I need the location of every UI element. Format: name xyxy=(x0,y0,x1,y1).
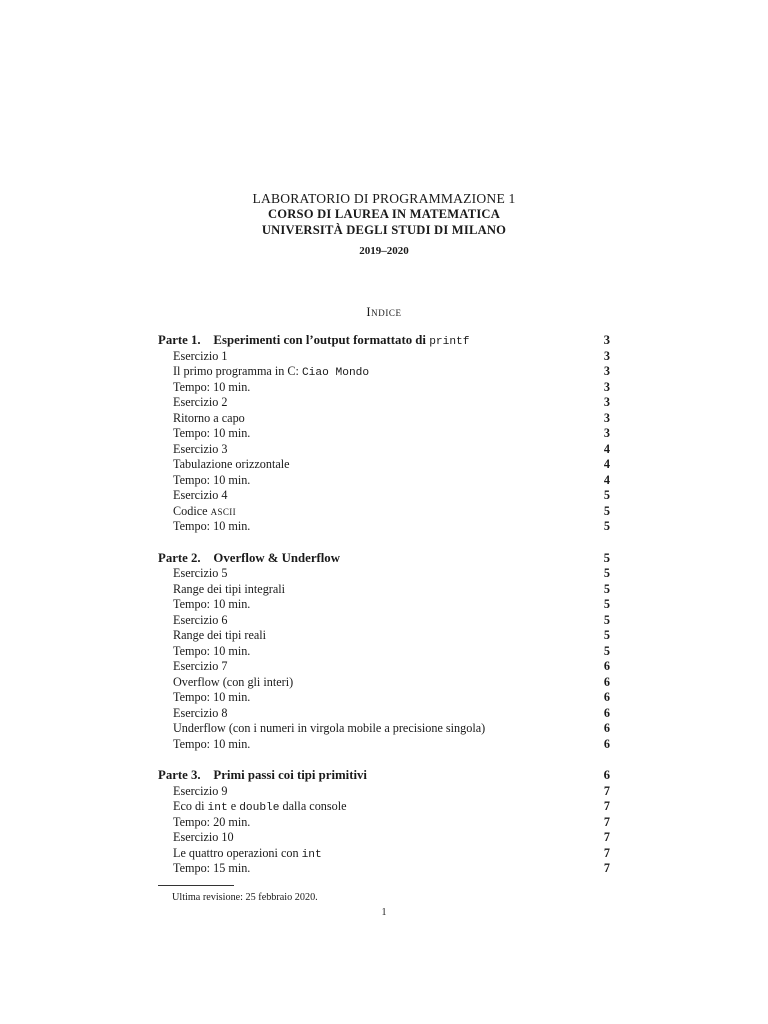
toc-entry-label xyxy=(173,815,250,831)
toc-entry-label xyxy=(173,613,227,629)
toc-part-label xyxy=(158,551,340,567)
footnote: Ultima revisione: 25 febbraio 2020. xyxy=(172,892,318,903)
toc-entry[interactable] xyxy=(158,613,610,629)
toc-part-heading[interactable] xyxy=(158,551,610,567)
toc-entry-text: Tempo: 10 min. xyxy=(173,519,251,533)
toc-page-number: 7 xyxy=(603,830,610,844)
toc-part-heading[interactable] xyxy=(158,333,610,349)
toc-page-number: 5 xyxy=(603,597,610,611)
toc-page-number: 3 xyxy=(603,426,610,440)
toc-page-number: 5 xyxy=(603,488,610,502)
title-block xyxy=(0,191,768,258)
toc-entry-text: Esercizio 1 xyxy=(173,348,228,363)
toc-page-number: 5 xyxy=(603,581,610,596)
toc-entry[interactable] xyxy=(158,457,610,473)
table-of-contents xyxy=(158,333,610,893)
toc-entry-label xyxy=(173,380,250,396)
toc-entry[interactable] xyxy=(158,799,610,815)
toc-page-number: 3 xyxy=(603,379,610,394)
toc-entry[interactable] xyxy=(158,659,610,675)
toc-entry-text: Tabulazione orizzontale xyxy=(173,457,290,471)
toc-entry-text: Range dei tipi integrali xyxy=(173,581,286,596)
toc-entry-label xyxy=(173,442,227,458)
toc-entry[interactable] xyxy=(158,582,610,598)
toc-entry-code: int xyxy=(207,802,228,814)
toc-entry[interactable] xyxy=(158,690,610,706)
toc-page-number: 7 xyxy=(603,783,610,798)
toc-entry-text: Tempo: 10 min. xyxy=(173,736,251,751)
toc-entry[interactable] xyxy=(158,504,610,520)
toc-entry-text: Underflow (con i numeri in virgola mobile a precisione singola) xyxy=(173,721,486,735)
toc-page-number: 4 xyxy=(603,472,610,487)
toc-entry-label xyxy=(173,349,227,365)
toc-entry[interactable] xyxy=(158,721,610,737)
toc-entry-text: Esercizio 4 xyxy=(173,488,228,502)
toc-entry-text: Esercizio 6 xyxy=(173,612,228,627)
toc-page-number: 3 xyxy=(603,333,610,347)
toc-entry-text: Esercizio 9 xyxy=(173,783,228,798)
toc-entry-label xyxy=(173,690,250,706)
toc-entry-label xyxy=(173,519,250,535)
toc-entry-text: Esercizio 2 xyxy=(173,395,228,409)
toc-entry-label xyxy=(173,628,266,644)
toc-page-number: 5 xyxy=(603,550,610,565)
toc-entry[interactable] xyxy=(158,411,610,427)
toc-entry-text: Overflow (con gli interi) xyxy=(173,674,294,689)
toc-entry-text: Codice xyxy=(173,503,211,518)
toc-page-number: 6 xyxy=(603,736,610,751)
toc-entry-text: Esercizio 3 xyxy=(173,441,228,456)
toc-entry-label xyxy=(173,846,322,862)
toc-entry[interactable] xyxy=(158,349,610,365)
toc-entry-label xyxy=(173,799,347,815)
toc-entry-label xyxy=(173,411,245,427)
toc-entry[interactable] xyxy=(158,488,610,504)
toc-entry-label xyxy=(173,504,236,520)
toc-part-code: printf xyxy=(429,336,470,348)
toc-entry-label xyxy=(173,395,227,411)
toc-entry-label xyxy=(173,659,227,675)
toc-page-number: 7 xyxy=(603,861,610,875)
course-name: CORSO DI LAUREA IN MATEMATICA xyxy=(267,207,501,221)
toc-page-number: 5 xyxy=(603,519,610,533)
toc-entry-label xyxy=(173,426,250,442)
toc-entry-code: Ciao Mondo xyxy=(301,367,370,379)
toc-entry[interactable] xyxy=(158,426,610,442)
academic-year: 2019–2020 xyxy=(359,245,409,257)
toc-entry-label xyxy=(173,830,234,846)
toc-entry-text: Esercizio 5 xyxy=(173,566,228,580)
toc-entry[interactable] xyxy=(158,380,610,396)
toc-entry-code: double xyxy=(239,802,280,814)
toc-page-number: 3 xyxy=(603,395,610,409)
toc-entry-label xyxy=(173,582,285,598)
toc-page-number: 6 xyxy=(603,674,610,689)
toc-heading: Indice xyxy=(366,305,402,319)
toc-entry-label xyxy=(173,597,250,613)
page-number: 1 xyxy=(381,907,387,918)
toc-page-number: 3 xyxy=(603,348,610,363)
toc-page-number: 5 xyxy=(603,566,610,580)
toc-entry[interactable] xyxy=(158,784,610,800)
toc-page-number: 6 xyxy=(603,705,610,720)
toc-entry[interactable] xyxy=(158,442,610,458)
document-title: LABORATORIO DI PROGRAMMAZIONE 1 xyxy=(252,191,516,206)
footnote-rule xyxy=(158,885,234,886)
toc-entry-text: Tempo: 10 min. xyxy=(173,426,251,440)
toc-entry[interactable] xyxy=(158,861,610,877)
toc-entry-label xyxy=(173,706,227,722)
university-name: UNIVERSITÀ DEGLI STUDI DI MILANO xyxy=(261,222,507,237)
toc-entry-text: dalla console xyxy=(279,799,347,813)
toc-entry-text: e xyxy=(227,799,240,813)
toc-part xyxy=(158,551,610,753)
toc-page-number: 3 xyxy=(603,364,610,378)
toc-entry-label xyxy=(173,644,250,660)
toc-entry[interactable] xyxy=(158,846,610,862)
toc-page-number: 4 xyxy=(603,441,610,456)
toc-entry-label xyxy=(173,675,293,691)
toc-entry[interactable] xyxy=(158,566,610,582)
toc-entry[interactable] xyxy=(158,675,610,691)
toc-page-number: 7 xyxy=(603,845,610,860)
toc-entry-label xyxy=(173,861,250,877)
toc-entry-text: Tempo: 10 min. xyxy=(173,597,251,611)
toc-entry-text: Tempo: 10 min. xyxy=(173,472,251,487)
toc-entry-text: Ritorno a capo xyxy=(173,410,245,425)
toc-entry-text: Tempo: 10 min. xyxy=(173,379,251,394)
toc-entry-code: int xyxy=(301,848,322,861)
toc-part xyxy=(158,768,610,877)
toc-entry-text: Range dei tipi reali xyxy=(173,628,267,642)
toc-entry-text: Esercizio 8 xyxy=(173,705,228,720)
toc-part-label xyxy=(158,333,469,349)
toc-entry[interactable] xyxy=(158,364,610,380)
toc-entry-label xyxy=(173,721,485,737)
toc-part-title: Parte 2. Overflow & Underflow xyxy=(158,550,340,565)
toc-entry[interactable] xyxy=(158,815,610,831)
toc-entry-label xyxy=(173,473,250,489)
toc-entry-text: Tempo: 10 min. xyxy=(173,643,251,658)
toc-page-number: 4 xyxy=(603,457,610,471)
toc-page-number: 3 xyxy=(603,410,610,425)
toc-entry[interactable] xyxy=(158,706,610,722)
toc-entry-label xyxy=(173,488,227,504)
toc-entry-text: Eco di xyxy=(173,799,208,813)
toc-entry[interactable] xyxy=(158,644,610,660)
toc-entry[interactable] xyxy=(158,519,610,535)
toc-entry[interactable] xyxy=(158,597,610,613)
toc-entry-text: Tempo: 20 min. xyxy=(173,814,251,829)
toc-entry-label xyxy=(173,457,290,473)
toc-page-number: 5 xyxy=(603,503,610,518)
toc-entry-text: Le quattro operazioni con xyxy=(173,845,302,860)
toc-part-heading[interactable] xyxy=(158,768,610,784)
toc-page-number: 6 xyxy=(603,768,610,782)
toc-page-number: 7 xyxy=(603,799,610,813)
toc-entry[interactable] xyxy=(158,473,610,489)
toc-entry-text: Il primo programma in C: xyxy=(173,364,302,378)
toc-entry[interactable] xyxy=(158,830,610,846)
toc-entry[interactable] xyxy=(158,628,610,644)
toc-page-number: 6 xyxy=(603,690,610,704)
toc-page-number: 5 xyxy=(603,628,610,642)
toc-entry[interactable] xyxy=(158,737,610,753)
toc-entry-label xyxy=(173,566,227,582)
toc-entry-text: Esercizio 10 xyxy=(173,830,234,844)
toc-entry-smallcaps: ascii xyxy=(210,503,237,518)
toc-entry-text: Tempo: 15 min. xyxy=(173,861,251,875)
toc-entry-text: Esercizio 7 xyxy=(173,659,228,673)
toc-part xyxy=(158,333,610,535)
toc-entry-text: Tempo: 10 min. xyxy=(173,690,251,704)
toc-page-number: 5 xyxy=(603,612,610,627)
toc-page-number: 6 xyxy=(603,659,610,673)
toc-entry[interactable] xyxy=(158,395,610,411)
toc-part-label xyxy=(158,768,367,784)
toc-page-number: 6 xyxy=(603,721,610,735)
toc-entry-label xyxy=(173,364,369,380)
toc-entry-label xyxy=(173,737,250,753)
toc-part-title: Parte 3. Primi passi coi tipi primitivi xyxy=(158,768,367,782)
toc-part-title: Parte 1. Esperimenti con l’output formattato di xyxy=(158,333,430,347)
toc-page-number: 7 xyxy=(603,814,610,829)
toc-entry-label xyxy=(173,784,227,800)
toc-page-number: 5 xyxy=(603,643,610,658)
